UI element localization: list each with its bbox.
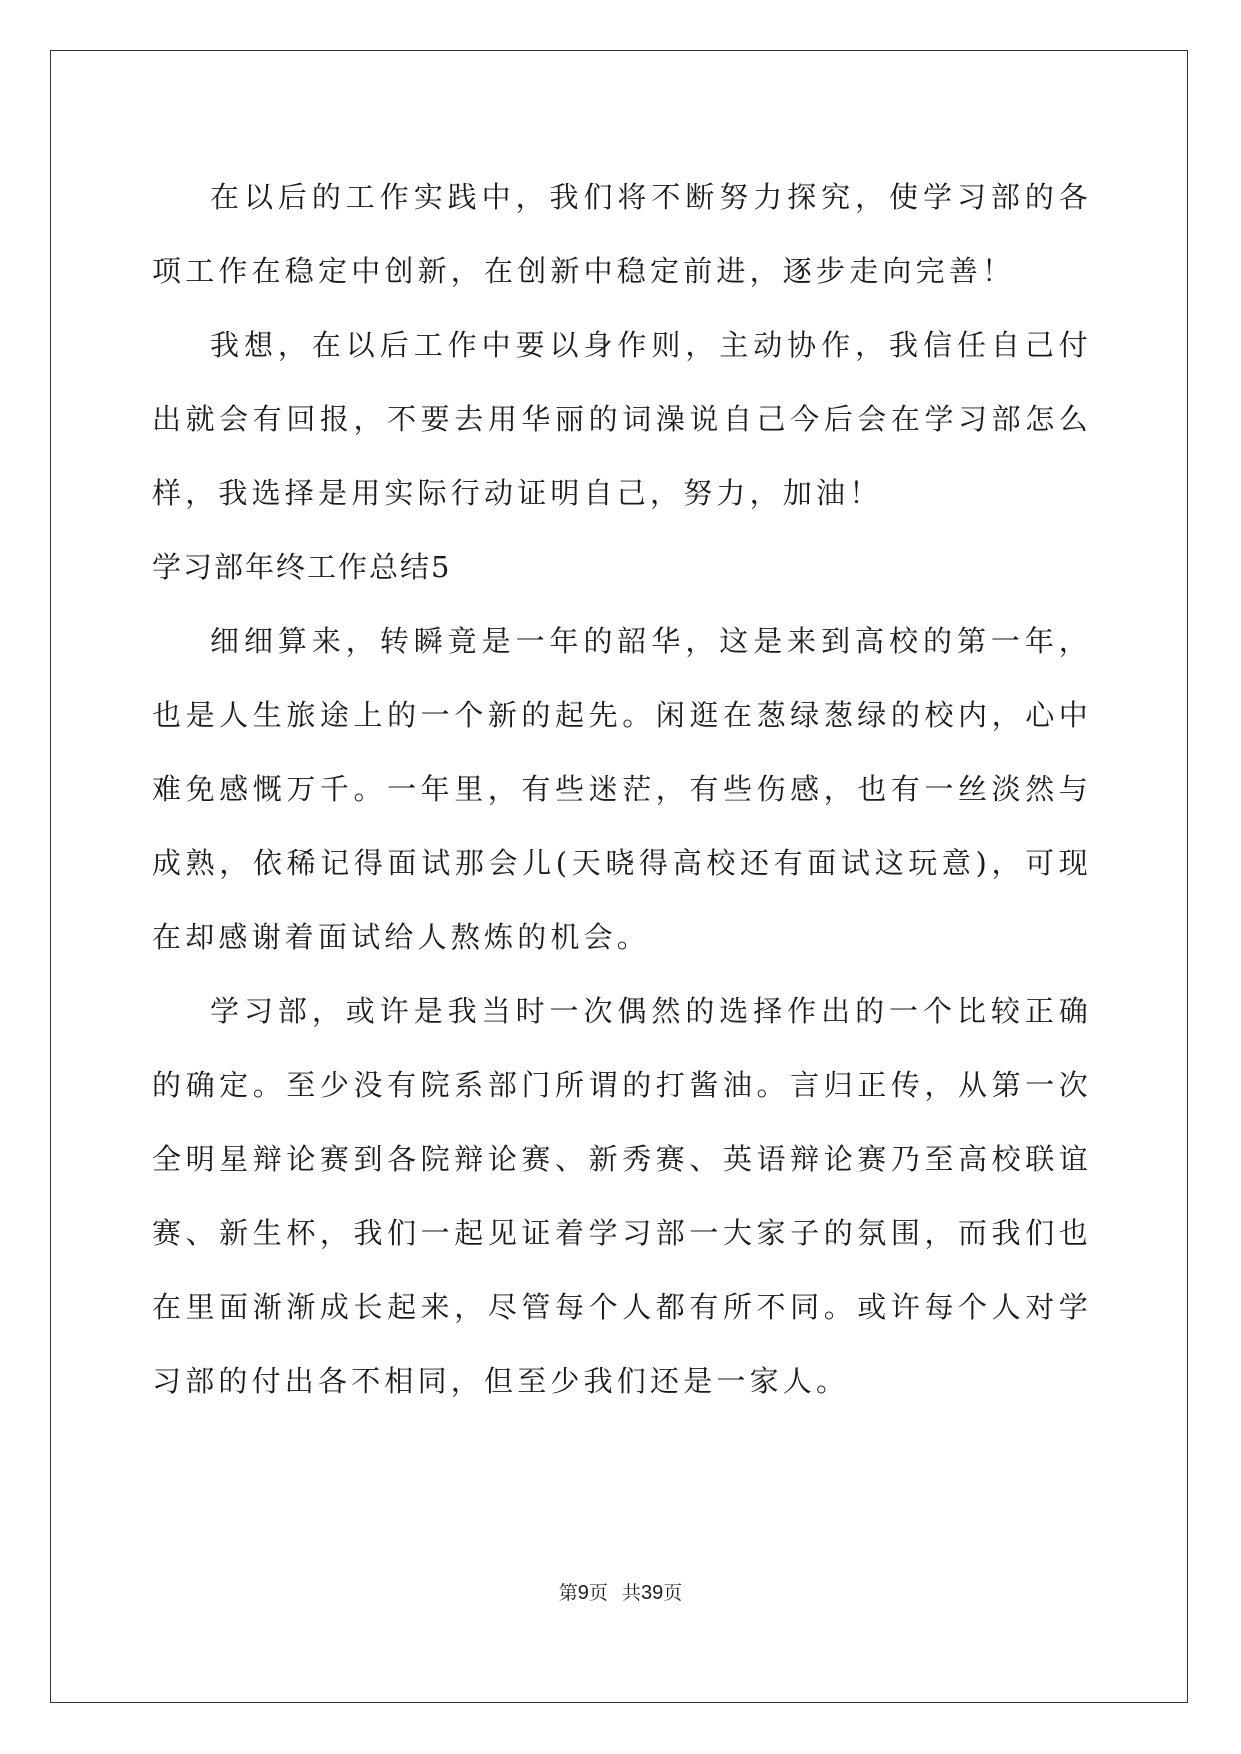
paragraph: 学习部，或许是我当时一次偶然的选择作出的一个比较正确的确定。至少没有院系部门所谓的打酱油。言归正传，从第一次全明星辩论赛到各院辩论赛、新秀赛、英语辩论赛乃至高校联谊赛、新生杯，我们一起见证着学习部一大家子的氛围，而我们也在里面渐渐成长起来，尽管每个人都有所不同。或许每个人对学习部的付出各不相同，但至少我们还是一家人。 — [152, 994, 1092, 1398]
page-label-prefix: 第 — [558, 1582, 578, 1604]
paragraph: 我想，在以后工作中要以身作则，主动协作，我信任自己付出就会有回报，不要去用华丽的词澡说自己今后会在学习部怎么样，我选择是用实际行动证明自己，努力，加油！ — [152, 328, 1092, 510]
total-label-suffix: 页 — [663, 1582, 683, 1604]
paragraph: 在以后的工作实践中，我们将不断努力探究，使学习部的各项工作在稳定中创新，在创新中稳定前进，逐步走向完善！ — [152, 180, 1092, 288]
total-label-prefix: 共 — [621, 1582, 641, 1604]
page-label-suffix: 页 — [588, 1582, 608, 1604]
total-page-count: 39 — [640, 1582, 664, 1604]
document-body — [152, 160, 1092, 1418]
current-page-number: 9 — [577, 1582, 589, 1604]
section-heading: 学习部年终工作总结5 — [152, 550, 452, 584]
paragraph: 细细算来，转瞬竟是一年的韶华，这是来到高校的第一年，也是人生旅途上的一个新的起先。闲逛在葱绿葱绿的校内，心中难免感慨万千。一年里，有些迷茫，有些伤感，也有一丝淡然与成熟，依稀记得面试那会儿(天晓得高校还有面试这玩意)，可现在却感谢着面试给人熬炼的机会。 — [152, 624, 1092, 954]
page-footer — [0, 1578, 1241, 1605]
